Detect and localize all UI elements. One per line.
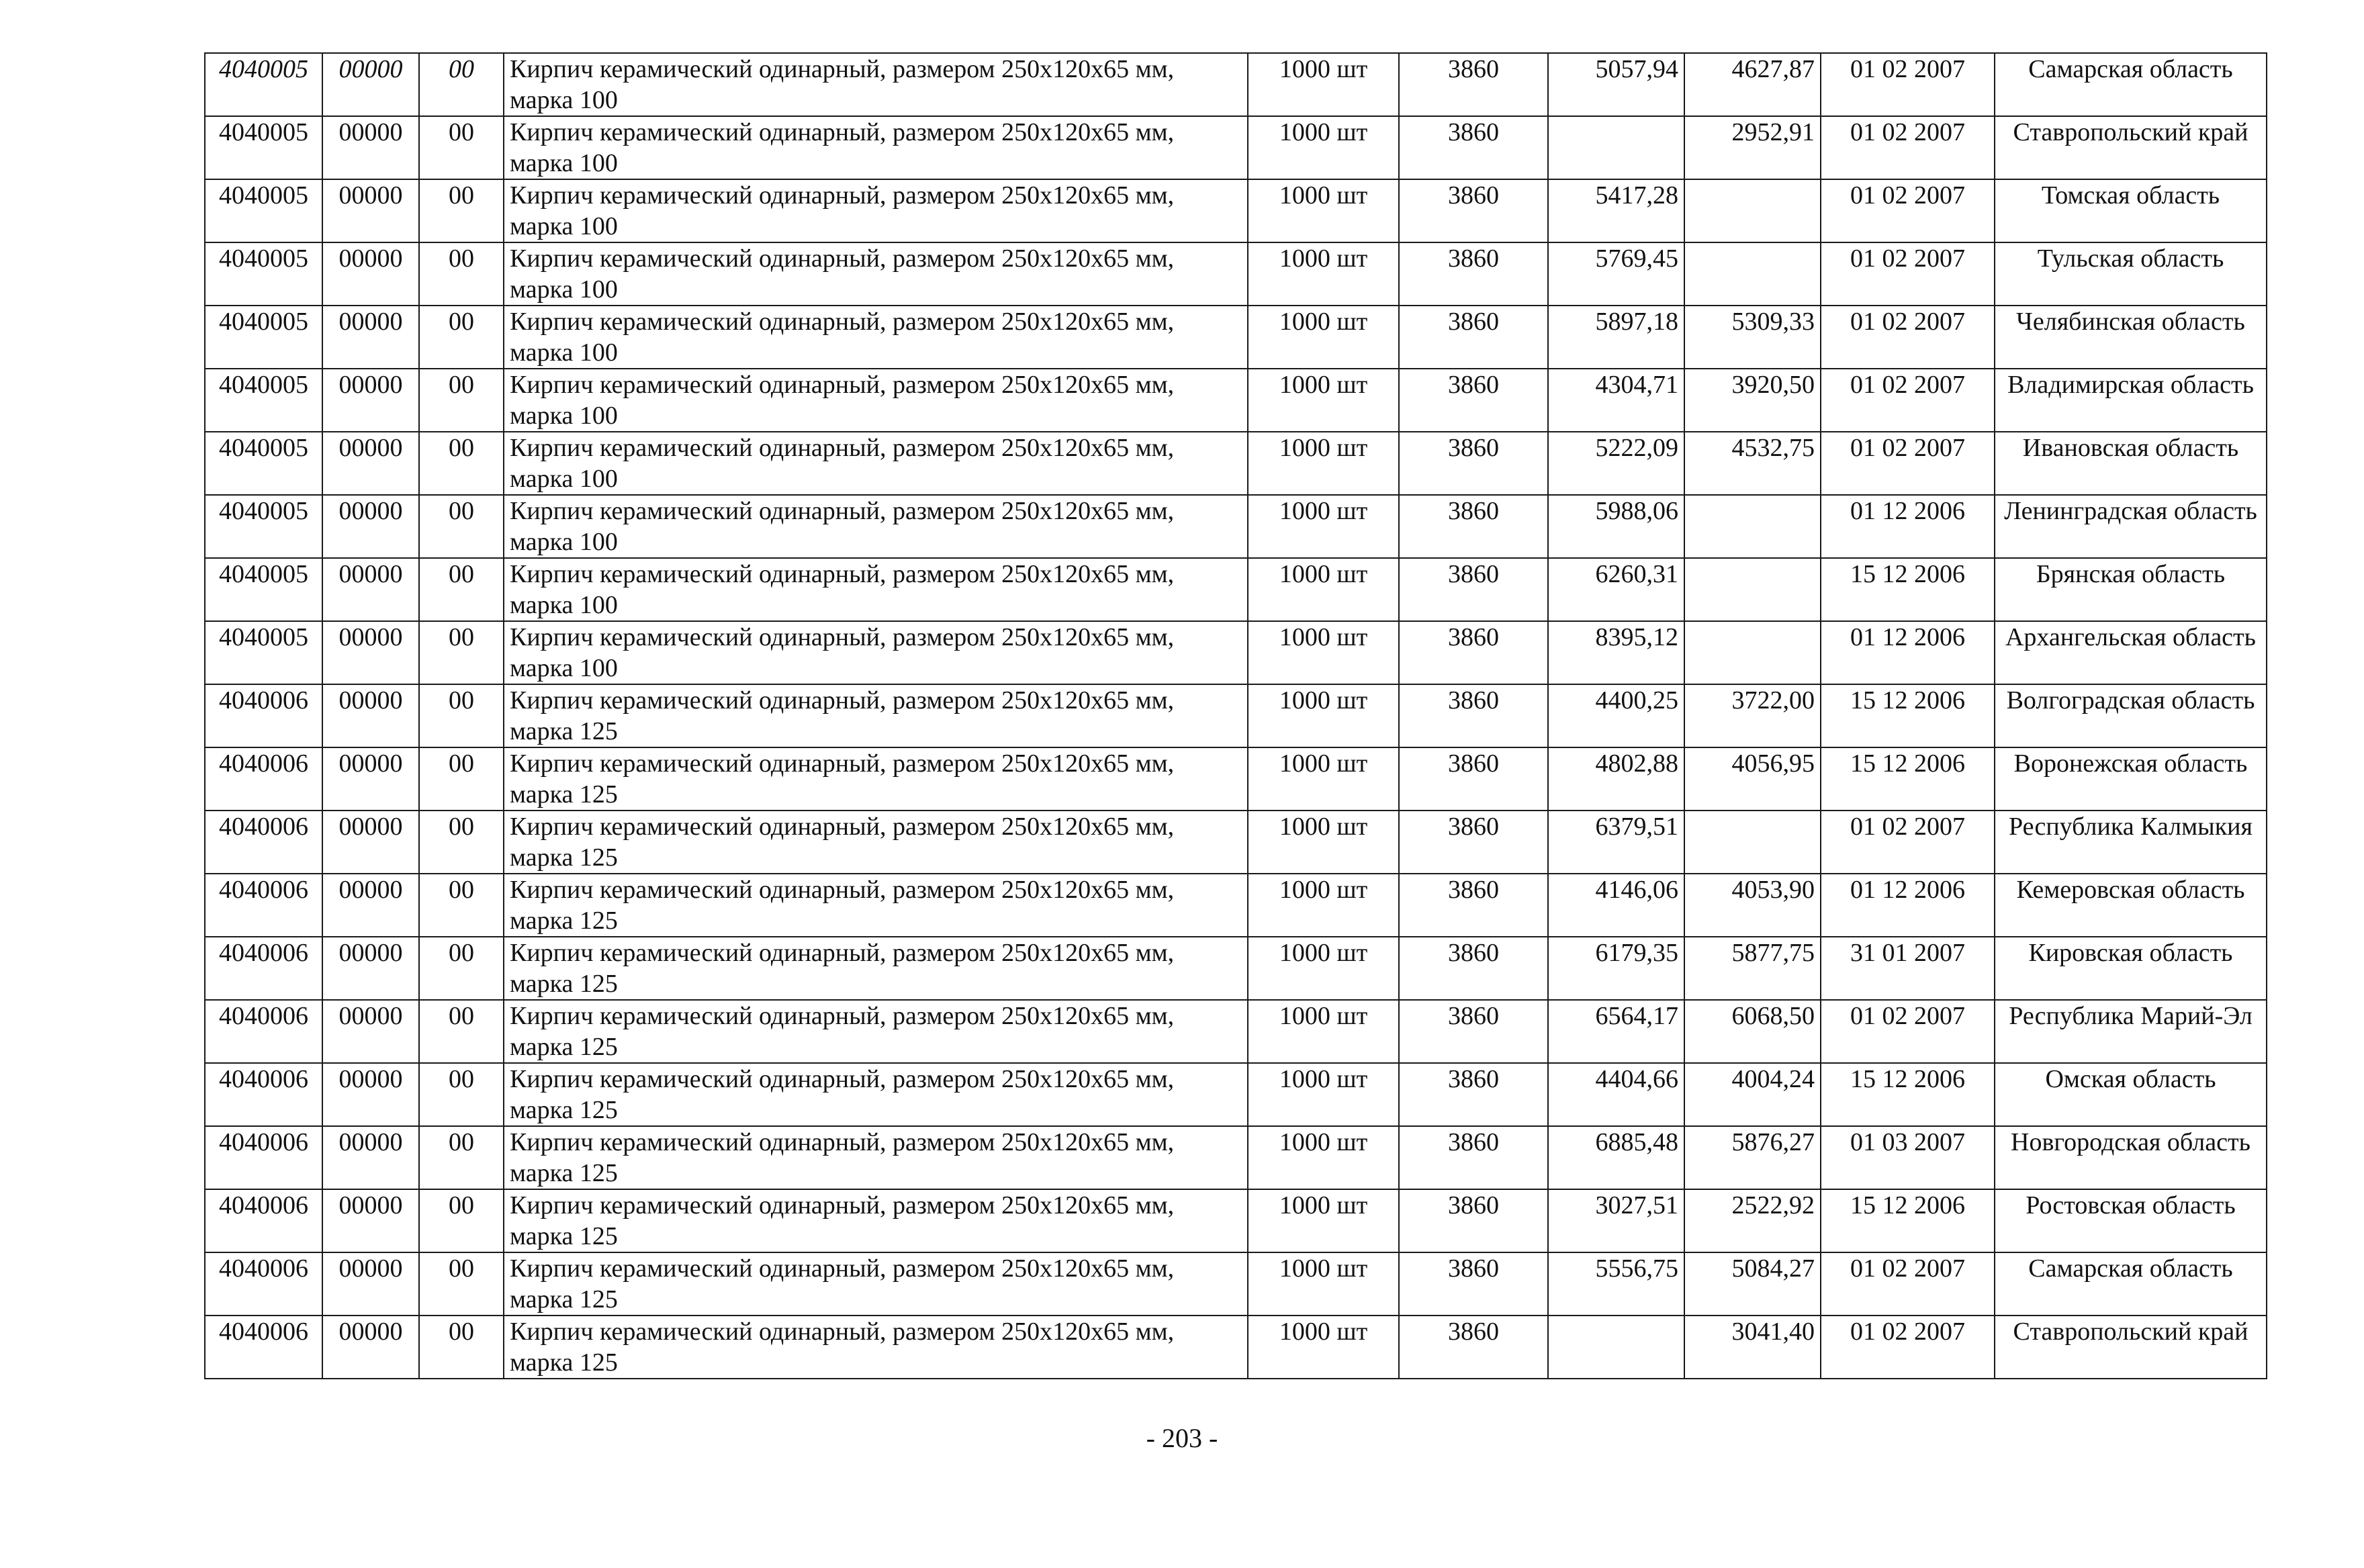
subcode-cell: 00000 — [322, 242, 419, 306]
code-suffix-cell: 00 — [419, 811, 504, 874]
unit-code-cell: 3860 — [1399, 242, 1548, 306]
table-row — [205, 495, 2267, 558]
price-alt-cell: 5084,27 — [1684, 1252, 1821, 1316]
price-alt-cell: 4532,75 — [1684, 432, 1821, 495]
subcode-cell: 00000 — [322, 306, 419, 369]
date-cell: 01 02 2007 — [1821, 1316, 1995, 1379]
table-row — [205, 1063, 2267, 1126]
unit-cell: 1000 шт — [1248, 369, 1399, 432]
material-name-cell: Кирпич керамический одинарный, размером 250x120x65 мм, марка 100 — [504, 432, 1248, 495]
price-cell: 4400,25 — [1548, 684, 1684, 747]
table-row — [205, 1252, 2267, 1316]
table-row — [205, 811, 2267, 874]
date-cell: 01 02 2007 — [1821, 179, 1995, 242]
price-alt-cell: 4053,90 — [1684, 874, 1821, 937]
material-name-cell: Кирпич керамический одинарный, размером 250x120x65 мм, марка 100 — [504, 621, 1248, 684]
code-suffix-cell: 00 — [419, 1000, 504, 1063]
date-cell: 01 02 2007 — [1821, 432, 1995, 495]
unit-cell: 1000 шт — [1248, 179, 1399, 242]
table-row — [205, 116, 2267, 179]
price-cell: 4404,66 — [1548, 1063, 1684, 1126]
material-name-cell: Кирпич керамический одинарный, размером 250x120x65 мм, марка 125 — [504, 874, 1248, 937]
region-cell: Тульская область — [1995, 242, 2267, 306]
price-cell: 5556,75 — [1548, 1252, 1684, 1316]
region-cell: Кемеровская область — [1995, 874, 2267, 937]
material-name-cell: Кирпич керамический одинарный, размером 250x120x65 мм, марка 125 — [504, 747, 1248, 811]
unit-cell: 1000 шт — [1248, 1063, 1399, 1126]
code-suffix-cell: 00 — [419, 1316, 504, 1379]
date-cell: 01 03 2007 — [1821, 1126, 1995, 1189]
subcode-cell: 00000 — [322, 684, 419, 747]
unit-cell: 1000 шт — [1248, 747, 1399, 811]
date-cell: 01 02 2007 — [1821, 811, 1995, 874]
resource-code-cell: 4040005 — [205, 53, 322, 116]
unit-cell: 1000 шт — [1248, 1316, 1399, 1379]
table-row — [205, 369, 2267, 432]
price-cell: 6885,48 — [1548, 1126, 1684, 1189]
region-cell: Омская область — [1995, 1063, 2267, 1126]
date-cell: 15 12 2006 — [1821, 558, 1995, 621]
subcode-cell: 00000 — [322, 937, 419, 1000]
unit-cell: 1000 шт — [1248, 811, 1399, 874]
unit-code-cell: 3860 — [1399, 53, 1548, 116]
date-cell: 15 12 2006 — [1821, 684, 1995, 747]
unit-code-cell: 3860 — [1399, 811, 1548, 874]
unit-code-cell: 3860 — [1399, 558, 1548, 621]
date-cell: 01 02 2007 — [1821, 1252, 1995, 1316]
date-cell: 01 02 2007 — [1821, 53, 1995, 116]
unit-cell: 1000 шт — [1248, 1000, 1399, 1063]
table-row — [205, 242, 2267, 306]
resource-code-cell: 4040005 — [205, 495, 322, 558]
price-table — [204, 52, 2267, 1379]
price-alt-cell — [1684, 558, 1821, 621]
price-alt-cell: 4004,24 — [1684, 1063, 1821, 1126]
price-alt-cell: 3041,40 — [1684, 1316, 1821, 1379]
region-cell: Самарская область — [1995, 1252, 2267, 1316]
price-alt-cell — [1684, 811, 1821, 874]
table-row — [205, 1000, 2267, 1063]
region-cell: Архангельская область — [1995, 621, 2267, 684]
code-suffix-cell: 00 — [419, 747, 504, 811]
resource-code-cell: 4040005 — [205, 179, 322, 242]
code-suffix-cell: 00 — [419, 874, 504, 937]
region-cell: Воронежская область — [1995, 747, 2267, 811]
date-cell: 15 12 2006 — [1821, 1189, 1995, 1252]
date-cell: 01 02 2007 — [1821, 242, 1995, 306]
material-name-cell: Кирпич керамический одинарный, размером 250x120x65 мм, марка 125 — [504, 1316, 1248, 1379]
unit-code-cell: 3860 — [1399, 684, 1548, 747]
price-alt-cell: 5876,27 — [1684, 1126, 1821, 1189]
resource-code-cell: 4040005 — [205, 369, 322, 432]
material-name-cell: Кирпич керамический одинарный, размером 250x120x65 мм, марка 100 — [504, 53, 1248, 116]
price-alt-cell: 3920,50 — [1684, 369, 1821, 432]
price-cell: 4304,71 — [1548, 369, 1684, 432]
price-alt-cell: 6068,50 — [1684, 1000, 1821, 1063]
unit-cell: 1000 шт — [1248, 242, 1399, 306]
unit-code-cell: 3860 — [1399, 747, 1548, 811]
table-row — [205, 1126, 2267, 1189]
price-cell: 3027,51 — [1548, 1189, 1684, 1252]
unit-code-cell: 3860 — [1399, 306, 1548, 369]
price-cell: 5988,06 — [1548, 495, 1684, 558]
unit-code-cell: 3860 — [1399, 1316, 1548, 1379]
table-row — [205, 53, 2267, 116]
material-name-cell: Кирпич керамический одинарный, размером 250x120x65 мм, марка 125 — [504, 1063, 1248, 1126]
table-row — [205, 937, 2267, 1000]
unit-cell: 1000 шт — [1248, 116, 1399, 179]
code-suffix-cell: 00 — [419, 369, 504, 432]
code-suffix-cell: 00 — [419, 937, 504, 1000]
subcode-cell: 00000 — [322, 874, 419, 937]
unit-cell: 1000 шт — [1248, 874, 1399, 937]
date-cell: 01 02 2007 — [1821, 1000, 1995, 1063]
unit-code-cell: 3860 — [1399, 621, 1548, 684]
unit-code-cell: 3860 — [1399, 179, 1548, 242]
subcode-cell: 00000 — [322, 179, 419, 242]
price-cell: 6564,17 — [1548, 1000, 1684, 1063]
unit-cell: 1000 шт — [1248, 1252, 1399, 1316]
unit-cell: 1000 шт — [1248, 937, 1399, 1000]
region-cell: Кировская область — [1995, 937, 2267, 1000]
region-cell: Ставропольский край — [1995, 1316, 2267, 1379]
resource-code-cell: 4040006 — [205, 1063, 322, 1126]
resource-code-cell: 4040006 — [205, 937, 322, 1000]
unit-cell: 1000 шт — [1248, 306, 1399, 369]
resource-code-cell: 4040006 — [205, 684, 322, 747]
unit-cell: 1000 шт — [1248, 53, 1399, 116]
resource-code-cell: 4040006 — [205, 1126, 322, 1189]
unit-cell: 1000 шт — [1248, 1126, 1399, 1189]
code-suffix-cell: 00 — [419, 558, 504, 621]
date-cell: 01 12 2006 — [1821, 495, 1995, 558]
region-cell: Брянская область — [1995, 558, 2267, 621]
material-name-cell: Кирпич керамический одинарный, размером 250x120x65 мм, марка 100 — [504, 242, 1248, 306]
resource-code-cell: 4040005 — [205, 116, 322, 179]
subcode-cell: 00000 — [322, 116, 419, 179]
price-alt-cell: 3722,00 — [1684, 684, 1821, 747]
table-row — [205, 684, 2267, 747]
table-row — [205, 747, 2267, 811]
subcode-cell: 00000 — [322, 495, 419, 558]
region-cell: Ставропольский край — [1995, 116, 2267, 179]
resource-code-cell: 4040006 — [205, 1000, 322, 1063]
material-name-cell: Кирпич керамический одинарный, размером 250x120x65 мм, марка 125 — [504, 1252, 1248, 1316]
material-name-cell: Кирпич керамический одинарный, размером 250x120x65 мм, марка 125 — [504, 937, 1248, 1000]
price-cell: 5057,94 — [1548, 53, 1684, 116]
price-cell: 5769,45 — [1548, 242, 1684, 306]
page-number: - 203 - — [1146, 1423, 1218, 1453]
region-cell: Республика Марий-Эл — [1995, 1000, 2267, 1063]
date-cell: 01 02 2007 — [1821, 116, 1995, 179]
price-cell: 6179,35 — [1548, 937, 1684, 1000]
resource-code-cell: 4040006 — [205, 874, 322, 937]
unit-code-cell: 3860 — [1399, 937, 1548, 1000]
subcode-cell: 00000 — [322, 1126, 419, 1189]
price-cell: 6379,51 — [1548, 811, 1684, 874]
region-cell: Томская область — [1995, 179, 2267, 242]
region-cell: Ростовская область — [1995, 1189, 2267, 1252]
date-cell: 31 01 2007 — [1821, 937, 1995, 1000]
price-alt-cell: 5877,75 — [1684, 937, 1821, 1000]
table-row — [205, 179, 2267, 242]
table-row — [205, 432, 2267, 495]
unit-code-cell: 3860 — [1399, 874, 1548, 937]
unit-cell: 1000 шт — [1248, 684, 1399, 747]
material-name-cell: Кирпич керамический одинарный, размером 250x120x65 мм, марка 125 — [504, 684, 1248, 747]
resource-code-cell: 4040006 — [205, 1189, 322, 1252]
unit-code-cell: 3860 — [1399, 116, 1548, 179]
unit-code-cell: 3860 — [1399, 432, 1548, 495]
code-suffix-cell: 00 — [419, 53, 504, 116]
table-body — [205, 53, 2267, 1379]
region-cell: Владимирская область — [1995, 369, 2267, 432]
table-row — [205, 558, 2267, 621]
date-cell: 15 12 2006 — [1821, 747, 1995, 811]
price-alt-cell — [1684, 495, 1821, 558]
subcode-cell: 00000 — [322, 1316, 419, 1379]
unit-code-cell: 3860 — [1399, 495, 1548, 558]
material-name-cell: Кирпич керамический одинарный, размером 250x120x65 мм, марка 100 — [504, 179, 1248, 242]
material-name-cell: Кирпич керамический одинарный, размером 250x120x65 мм, марка 100 — [504, 116, 1248, 179]
resource-code-cell: 4040006 — [205, 811, 322, 874]
price-alt-cell: 2522,92 — [1684, 1189, 1821, 1252]
material-name-cell: Кирпич керамический одинарный, размером 250x120x65 мм, марка 125 — [504, 1126, 1248, 1189]
date-cell: 01 02 2007 — [1821, 306, 1995, 369]
date-cell: 01 12 2006 — [1821, 621, 1995, 684]
price-cell — [1548, 1316, 1684, 1379]
price-cell: 8395,12 — [1548, 621, 1684, 684]
price-alt-cell: 5309,33 — [1684, 306, 1821, 369]
unit-code-cell: 3860 — [1399, 1000, 1548, 1063]
price-cell: 4802,88 — [1548, 747, 1684, 811]
material-name-cell: Кирпич керамический одинарный, размером 250x120x65 мм, марка 100 — [504, 495, 1248, 558]
code-suffix-cell: 00 — [419, 1063, 504, 1126]
resource-code-cell: 4040006 — [205, 1316, 322, 1379]
material-name-cell: Кирпич керамический одинарный, размером 250x120x65 мм, марка 125 — [504, 1000, 1248, 1063]
region-cell: Челябинская область — [1995, 306, 2267, 369]
subcode-cell: 00000 — [322, 53, 419, 116]
material-name-cell: Кирпич керамический одинарный, размером 250x120x65 мм, марка 100 — [504, 306, 1248, 369]
code-suffix-cell: 00 — [419, 1252, 504, 1316]
date-cell: 01 02 2007 — [1821, 369, 1995, 432]
code-suffix-cell: 00 — [419, 116, 504, 179]
table-row — [205, 874, 2267, 937]
region-cell: Волгоградская область — [1995, 684, 2267, 747]
code-suffix-cell: 00 — [419, 242, 504, 306]
unit-code-cell: 3860 — [1399, 1189, 1548, 1252]
price-alt-cell — [1684, 242, 1821, 306]
code-suffix-cell: 00 — [419, 621, 504, 684]
resource-code-cell: 4040005 — [205, 242, 322, 306]
region-cell: Ивановская область — [1995, 432, 2267, 495]
price-cell: 4146,06 — [1548, 874, 1684, 937]
subcode-cell: 00000 — [322, 1063, 419, 1126]
material-name-cell: Кирпич керамический одинарный, размером 250x120x65 мм, марка 125 — [504, 811, 1248, 874]
region-cell: Новгородская область — [1995, 1126, 2267, 1189]
price-alt-cell: 2952,91 — [1684, 116, 1821, 179]
price-alt-cell — [1684, 621, 1821, 684]
subcode-cell: 00000 — [322, 1189, 419, 1252]
price-alt-cell: 4627,87 — [1684, 53, 1821, 116]
resource-code-cell: 4040005 — [205, 621, 322, 684]
date-cell: 01 12 2006 — [1821, 874, 1995, 937]
subcode-cell: 00000 — [322, 558, 419, 621]
code-suffix-cell: 00 — [419, 306, 504, 369]
price-cell: 5897,18 — [1548, 306, 1684, 369]
table-row — [205, 306, 2267, 369]
price-cell — [1548, 116, 1684, 179]
material-name-cell: Кирпич керамический одинарный, размером 250x120x65 мм, марка 100 — [504, 369, 1248, 432]
subcode-cell: 00000 — [322, 432, 419, 495]
unit-cell: 1000 шт — [1248, 558, 1399, 621]
resource-code-cell: 4040006 — [205, 747, 322, 811]
unit-cell: 1000 шт — [1248, 621, 1399, 684]
unit-cell: 1000 шт — [1248, 432, 1399, 495]
unit-code-cell: 3860 — [1399, 1063, 1548, 1126]
resource-code-cell: 4040005 — [205, 432, 322, 495]
resource-code-cell: 4040006 — [205, 1252, 322, 1316]
code-suffix-cell: 00 — [419, 432, 504, 495]
code-suffix-cell: 00 — [419, 684, 504, 747]
material-name-cell: Кирпич керамический одинарный, размером 250x120x65 мм, марка 100 — [504, 558, 1248, 621]
unit-code-cell: 3860 — [1399, 369, 1548, 432]
price-cell: 5417,28 — [1548, 179, 1684, 242]
unit-cell: 1000 шт — [1248, 495, 1399, 558]
unit-code-cell: 3860 — [1399, 1252, 1548, 1316]
price-cell: 5222,09 — [1548, 432, 1684, 495]
code-suffix-cell: 00 — [419, 1189, 504, 1252]
subcode-cell: 00000 — [322, 369, 419, 432]
code-suffix-cell: 00 — [419, 495, 504, 558]
resource-code-cell: 4040005 — [205, 306, 322, 369]
region-cell: Ленинградская область — [1995, 495, 2267, 558]
code-suffix-cell: 00 — [419, 1126, 504, 1189]
region-cell: Самарская область — [1995, 53, 2267, 116]
date-cell: 15 12 2006 — [1821, 1063, 1995, 1126]
unit-cell: 1000 шт — [1248, 1189, 1399, 1252]
subcode-cell: 00000 — [322, 1252, 419, 1316]
code-suffix-cell: 00 — [419, 179, 504, 242]
price-alt-cell: 4056,95 — [1684, 747, 1821, 811]
subcode-cell: 00000 — [322, 1000, 419, 1063]
unit-code-cell: 3860 — [1399, 1126, 1548, 1189]
region-cell: Республика Калмыкия — [1995, 811, 2267, 874]
subcode-cell: 00000 — [322, 621, 419, 684]
price-cell: 6260,31 — [1548, 558, 1684, 621]
material-name-cell: Кирпич керамический одинарный, размером 250x120x65 мм, марка 125 — [504, 1189, 1248, 1252]
table-row — [205, 1189, 2267, 1252]
resource-code-cell: 4040005 — [205, 558, 322, 621]
price-alt-cell — [1684, 179, 1821, 242]
subcode-cell: 00000 — [322, 811, 419, 874]
table-row — [205, 1316, 2267, 1379]
table-row — [205, 621, 2267, 684]
subcode-cell: 00000 — [322, 747, 419, 811]
